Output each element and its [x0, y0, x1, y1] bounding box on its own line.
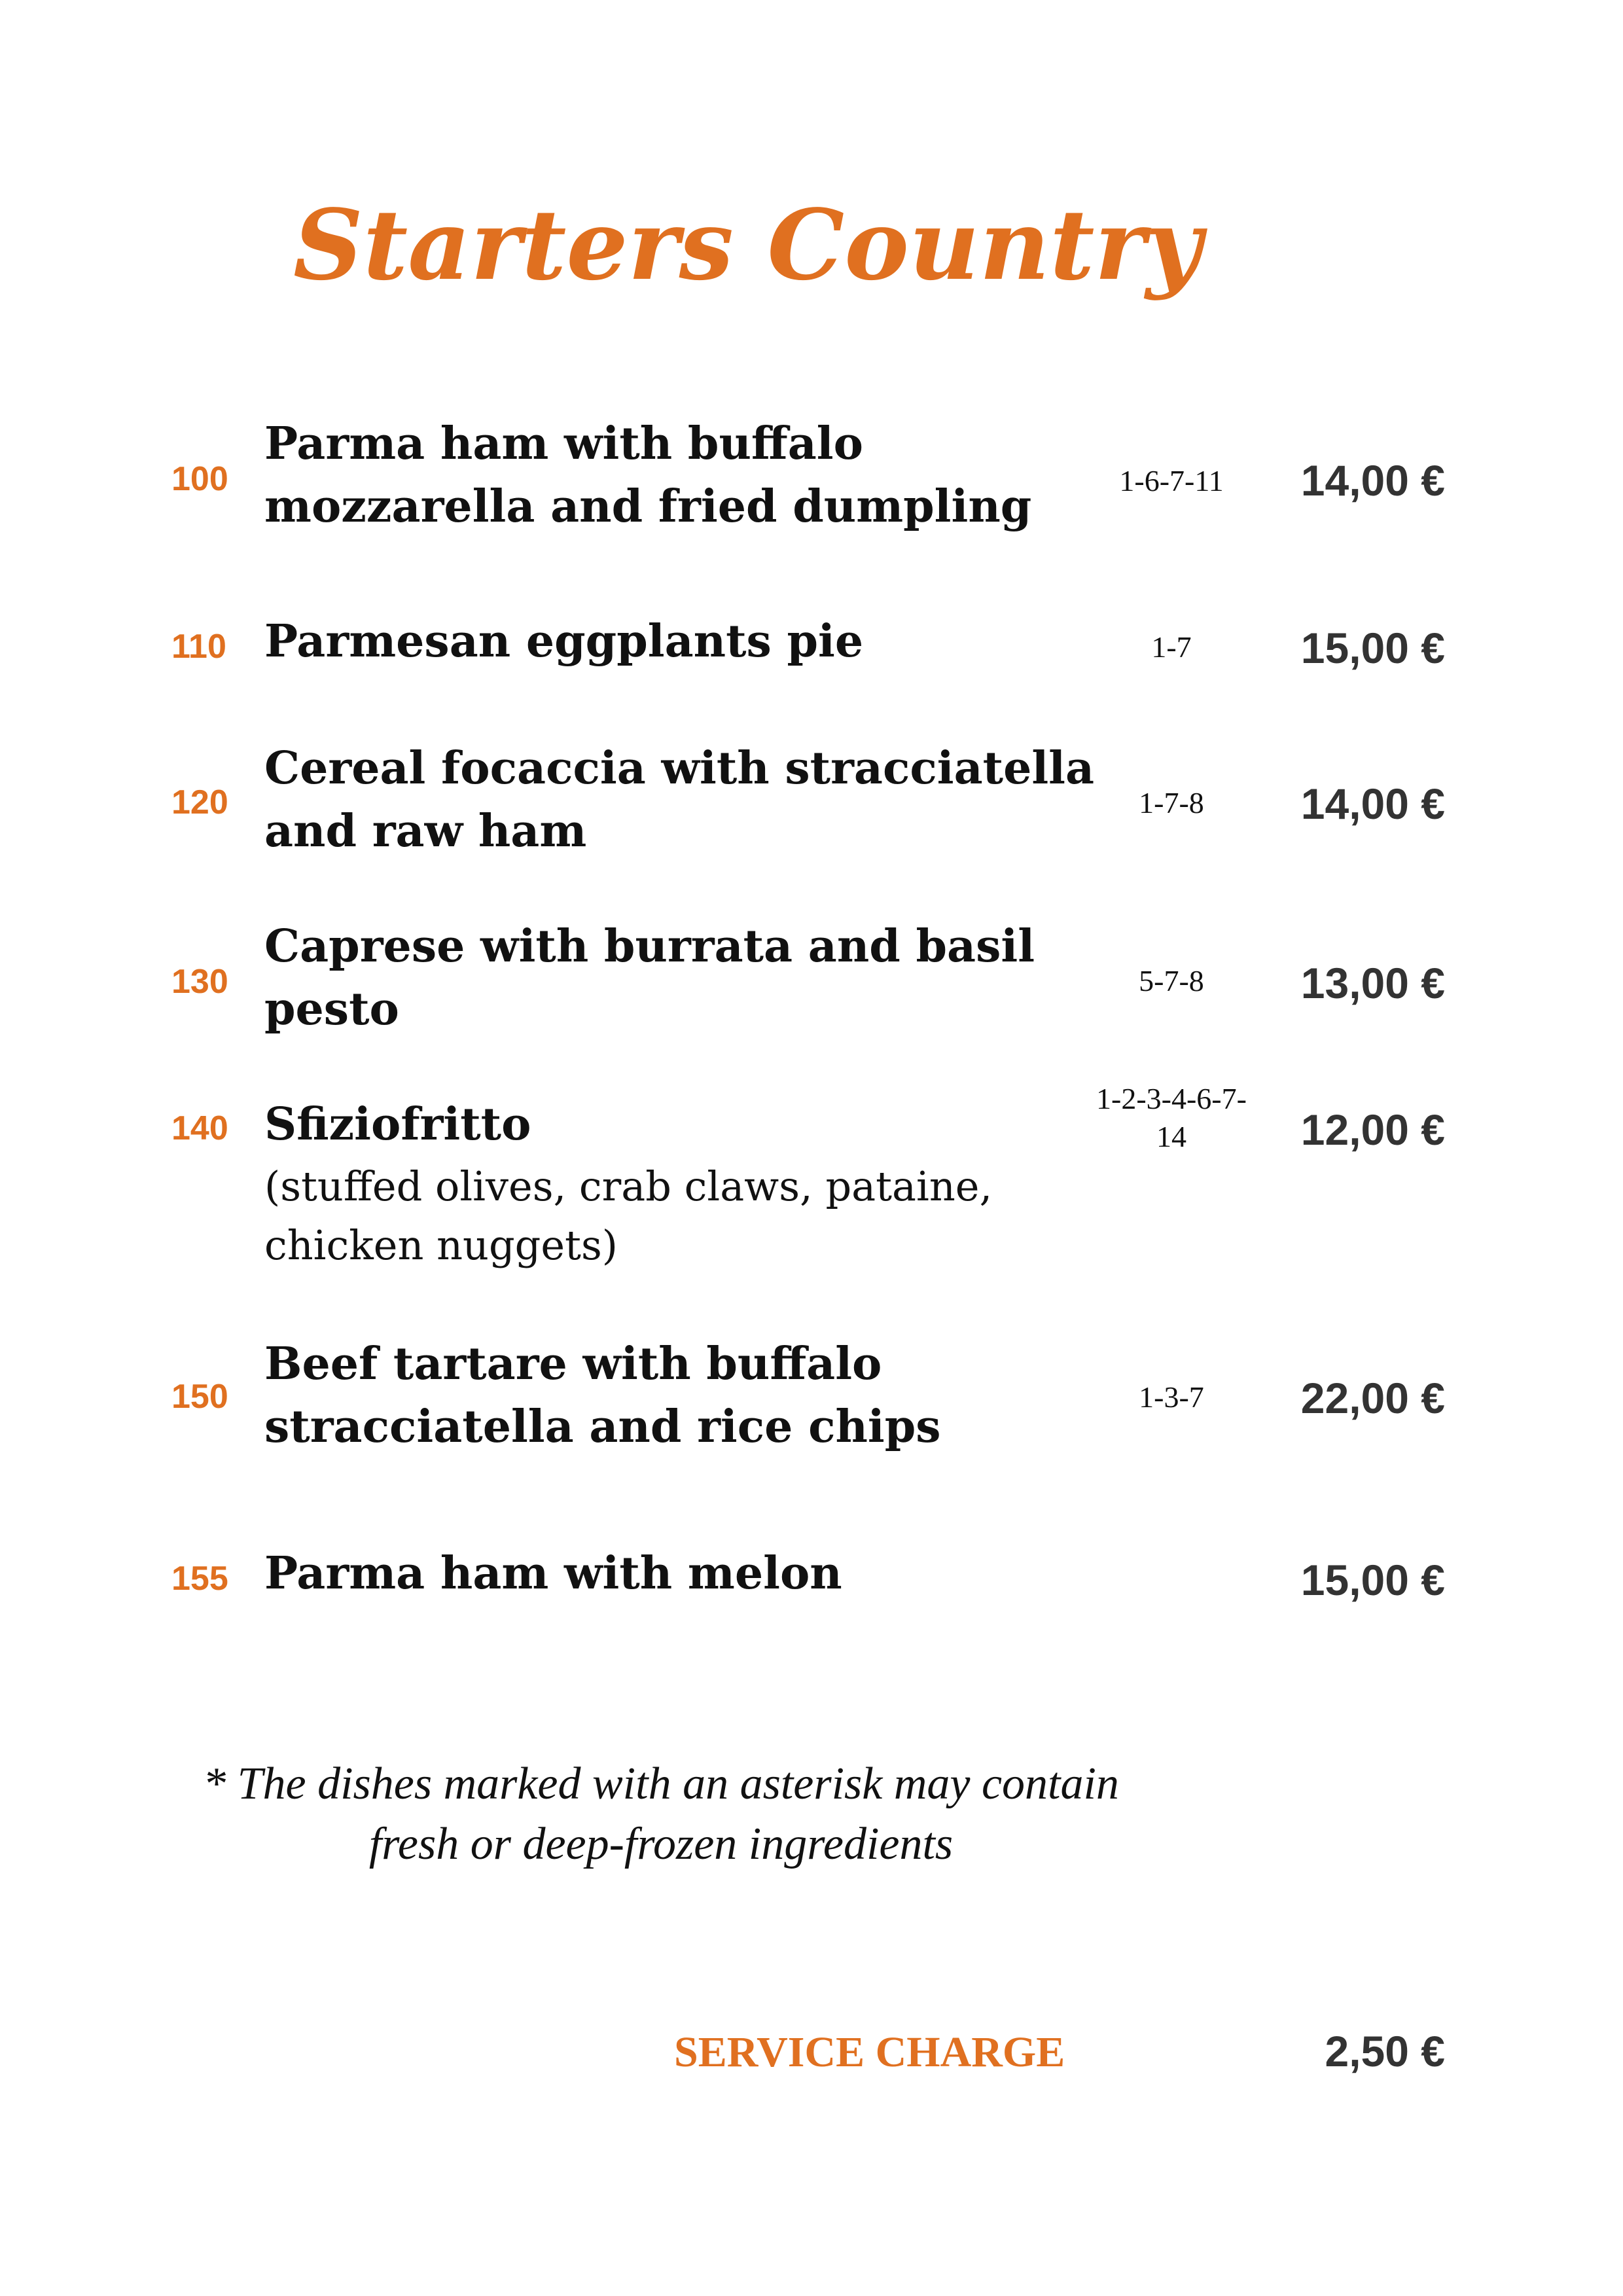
item-name: Caprese with burrata and basil pesto: [264, 920, 1035, 1035]
item-code: 155: [171, 1560, 228, 1598]
asterisk-note: * The dishes marked with an asterisk may contain fresh or deep-frozen ingredients: [203, 1759, 1119, 1869]
item-allergens: 1-7-8: [1139, 786, 1204, 819]
item-code: 140: [171, 1109, 228, 1147]
item-code: 100: [171, 460, 228, 498]
item-price: 15,00 €: [1300, 624, 1445, 672]
item-allergens: 5-7-8: [1139, 964, 1204, 997]
item-name: Cereal focaccia with stracciatella and raw ham: [264, 742, 1095, 857]
item-code: 150: [171, 1378, 228, 1416]
item-allergens: 1-7: [1151, 630, 1192, 664]
item-code: 120: [171, 783, 228, 821]
item-price: 22,00 €: [1300, 1374, 1445, 1422]
item-code: 130: [171, 963, 228, 1001]
item-name: Beef tartare with buffalo stracciatella and rice chips: [264, 1338, 941, 1453]
service-charge-label: SERVICE CHARGE: [674, 2028, 1065, 2076]
item-name: Sfiziofritto: [264, 1098, 531, 1151]
item-allergens: 1-2-3-4-6-7-14: [1096, 1082, 1247, 1153]
item-allergens: 1-3-7: [1139, 1380, 1204, 1414]
item-name: Parmesan eggplants pie: [264, 615, 864, 668]
item-allergens: 1-6-7-11: [1119, 464, 1224, 497]
item-price: 14,00 €: [1300, 780, 1445, 828]
item-price: 12,00 €: [1300, 1105, 1445, 1154]
item-price: 13,00 €: [1300, 959, 1445, 1007]
item-code: 110: [171, 628, 226, 666]
item-name: Parma ham with melon: [264, 1547, 842, 1600]
item-name: Parma ham with buffalo mozzarella and fried dumpling: [264, 418, 1032, 533]
item-price: 14,00 €: [1300, 456, 1445, 505]
item-description: (stuffed olives, crab claws, pataine, chicken nuggets): [264, 1162, 993, 1269]
service-charge-price: 2,50 €: [1325, 2027, 1445, 2075]
menu-title: Starters Country: [293, 188, 1202, 302]
item-price: 15,00 €: [1300, 1556, 1445, 1604]
